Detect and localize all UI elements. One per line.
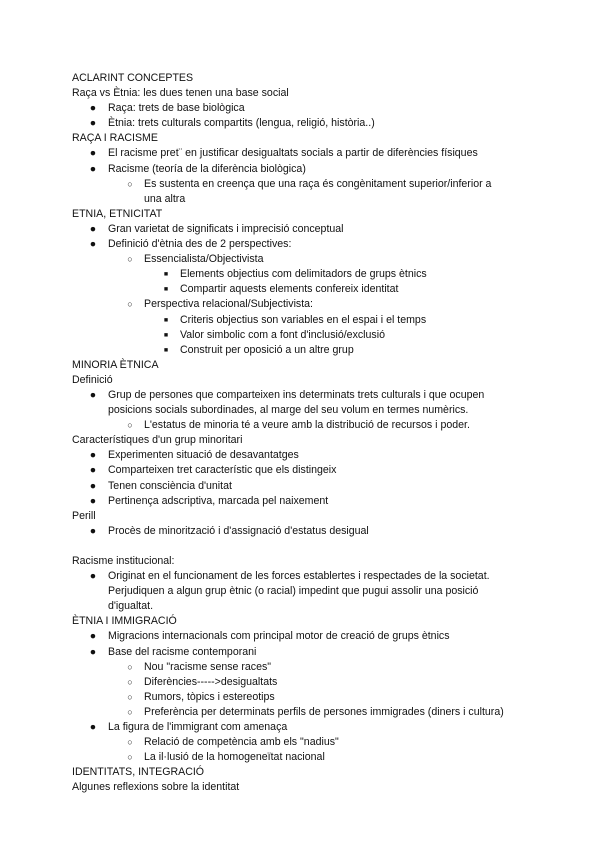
list-item: ● Experimenten situació de desavantatges — [72, 448, 542, 463]
circle-bullet-icon: ○ — [127, 691, 133, 702]
circle-bullet-icon: ○ — [127, 299, 133, 310]
circle-bullet-icon: ○ — [127, 706, 133, 717]
list-item: ○ La il·lusió de la homogeneïtat nacional — [72, 750, 542, 765]
square-bullet-icon: ■ — [163, 286, 169, 294]
bullet-icon: ● — [89, 238, 97, 251]
list-item: ● Gran varietat de significats i imprecisió conceptual — [72, 222, 542, 237]
bullet-icon: ● — [89, 449, 97, 462]
list-item: ● Racisme (teoría de la diferència biològica) — [72, 162, 542, 177]
square-bullet-icon: ■ — [163, 346, 169, 354]
list-item: ● La figura de l'immigrant com amenaça — [72, 720, 542, 735]
bullet-icon: ● — [89, 479, 97, 492]
section-heading: MINORIA ÈTNICA — [72, 358, 159, 371]
list-item: ■ Construit per oposició a un altre grup — [72, 343, 542, 358]
subheading: Racisme institucional: — [72, 555, 175, 567]
section-heading: RAÇA I RACISME — [72, 132, 158, 145]
blank-line — [72, 539, 542, 554]
subheading: Perill — [72, 509, 96, 522]
list-item: ● Procès de minorització i d'assignació d'estatus desigual — [72, 524, 542, 539]
list-item: ○ Es sustenta en creença que una raça és congènitament superior/inferior a — [72, 177, 542, 192]
section-heading: IDENTITATS, INTEGRACIÓ — [72, 766, 205, 779]
bullet-icon: ● — [89, 630, 97, 643]
list-item: ● Migracions internacionals com principal motor de creació de grups ètnics — [72, 629, 542, 644]
list-item: ○ L'estatus de minoria té a veure amb la distribució de recursos i poder. — [72, 418, 542, 433]
bullet-icon: ● — [89, 721, 97, 734]
list-item: ○ Nou "racisme sense races" — [72, 660, 542, 675]
list-item: ● Pertinença adscriptiva, marcada pel naixement — [72, 494, 542, 509]
paragraph: Raça vs Ètnia: les dues tenen una base social — [72, 87, 289, 100]
bullet-icon: ● — [89, 388, 97, 401]
bullet-icon: ● — [89, 524, 97, 537]
list-item: ● Tenen consciència d'unitat — [72, 479, 542, 494]
list-item: ○ Preferència per determinats perfils de persones immigrades (diners i cultura) — [72, 705, 542, 720]
list-item: ○ Essencialista/Objectivista — [72, 252, 542, 267]
bullet-icon: ● — [89, 645, 97, 658]
square-bullet-icon: ■ — [163, 316, 169, 324]
list-item: ● Originat en el funcionament de les forces establertes i respectades de la societat. — [72, 569, 542, 584]
bullet-icon: ● — [89, 162, 97, 175]
subheading: Definició — [72, 373, 113, 386]
list-item: ■ Compartir aquests elements confereix identitat — [72, 282, 542, 297]
bullet-icon: ● — [89, 117, 97, 130]
bullet-icon: ● — [89, 570, 97, 583]
list-item: ■ Elements objectius com delimitadors de grups ètnics — [72, 267, 542, 282]
list-item-continuation: posicions socials subordinades, al marge del seu volum en termes numèrics. — [108, 404, 469, 417]
list-item: ● Grup de persones que comparteixen ins determinats trets culturals i que ocupen — [72, 388, 542, 403]
list-item: ■ Criteris objectius son variables en el espai i el temps — [72, 313, 542, 328]
list-item: ● Base del racisme contemporani — [72, 645, 542, 660]
list-item: ■ Valor simbolic com a font d'inclusió/exclusió — [72, 328, 542, 343]
subheading: Característiques d'un grup minoritari — [72, 434, 243, 447]
document-body — [72, 71, 542, 796]
list-item: ○ Rumors, tòpics i estereotips — [72, 690, 542, 705]
list-item: ● Comparteixen tret característic que els distingeix — [72, 463, 542, 478]
circle-bullet-icon: ○ — [127, 178, 133, 189]
list-item: ● El racisme pret¨ en justificar desigualtats socials a partir de diferències físiques — [72, 146, 542, 161]
list-item: ● Ètnia: trets culturals compartits (lengua, religió, història..) — [72, 116, 542, 131]
circle-bullet-icon: ○ — [127, 676, 133, 687]
circle-bullet-icon: ○ — [127, 254, 133, 265]
subheading: Algunes reflexions sobre la identitat — [72, 781, 240, 794]
bullet-icon: ● — [89, 494, 97, 507]
circle-bullet-icon: ○ — [127, 420, 133, 431]
bullet-icon: ● — [89, 147, 97, 160]
list-item-continuation: una altra — [144, 192, 186, 205]
list-item: ○ Perspectiva relacional/Subjectivista: — [72, 297, 542, 312]
bullet-icon: ● — [89, 464, 97, 477]
list-item: ● Raça: trets de base biològica — [72, 101, 542, 116]
list-item-continuation: Perjudiquen a algun grup ètnic (o racial) impedint que pugui assolir una posició — [108, 585, 479, 598]
list-item: ○ Relació de competència amb els "nadius" — [72, 735, 542, 750]
list-item: ● Definició d'ètnia des de 2 perspectives: — [72, 237, 542, 252]
circle-bullet-icon: ○ — [127, 737, 133, 748]
bullet-icon: ● — [89, 102, 97, 115]
list-item: ○ Diferències----->desigualtats — [72, 675, 542, 690]
square-bullet-icon: ■ — [163, 331, 169, 339]
list-item-continuation: d'igualtat. — [108, 600, 154, 613]
section-heading: ETNIA, ETNICITAT — [72, 207, 163, 220]
circle-bullet-icon: ○ — [127, 752, 133, 763]
square-bullet-icon: ■ — [163, 271, 169, 279]
circle-bullet-icon: ○ — [127, 661, 133, 672]
section-heading: ÈTNIA I IMMIGRACIÓ — [72, 615, 177, 628]
section-heading: ACLARINT CONCEPTES — [72, 72, 194, 84]
bullet-icon: ● — [89, 222, 97, 235]
